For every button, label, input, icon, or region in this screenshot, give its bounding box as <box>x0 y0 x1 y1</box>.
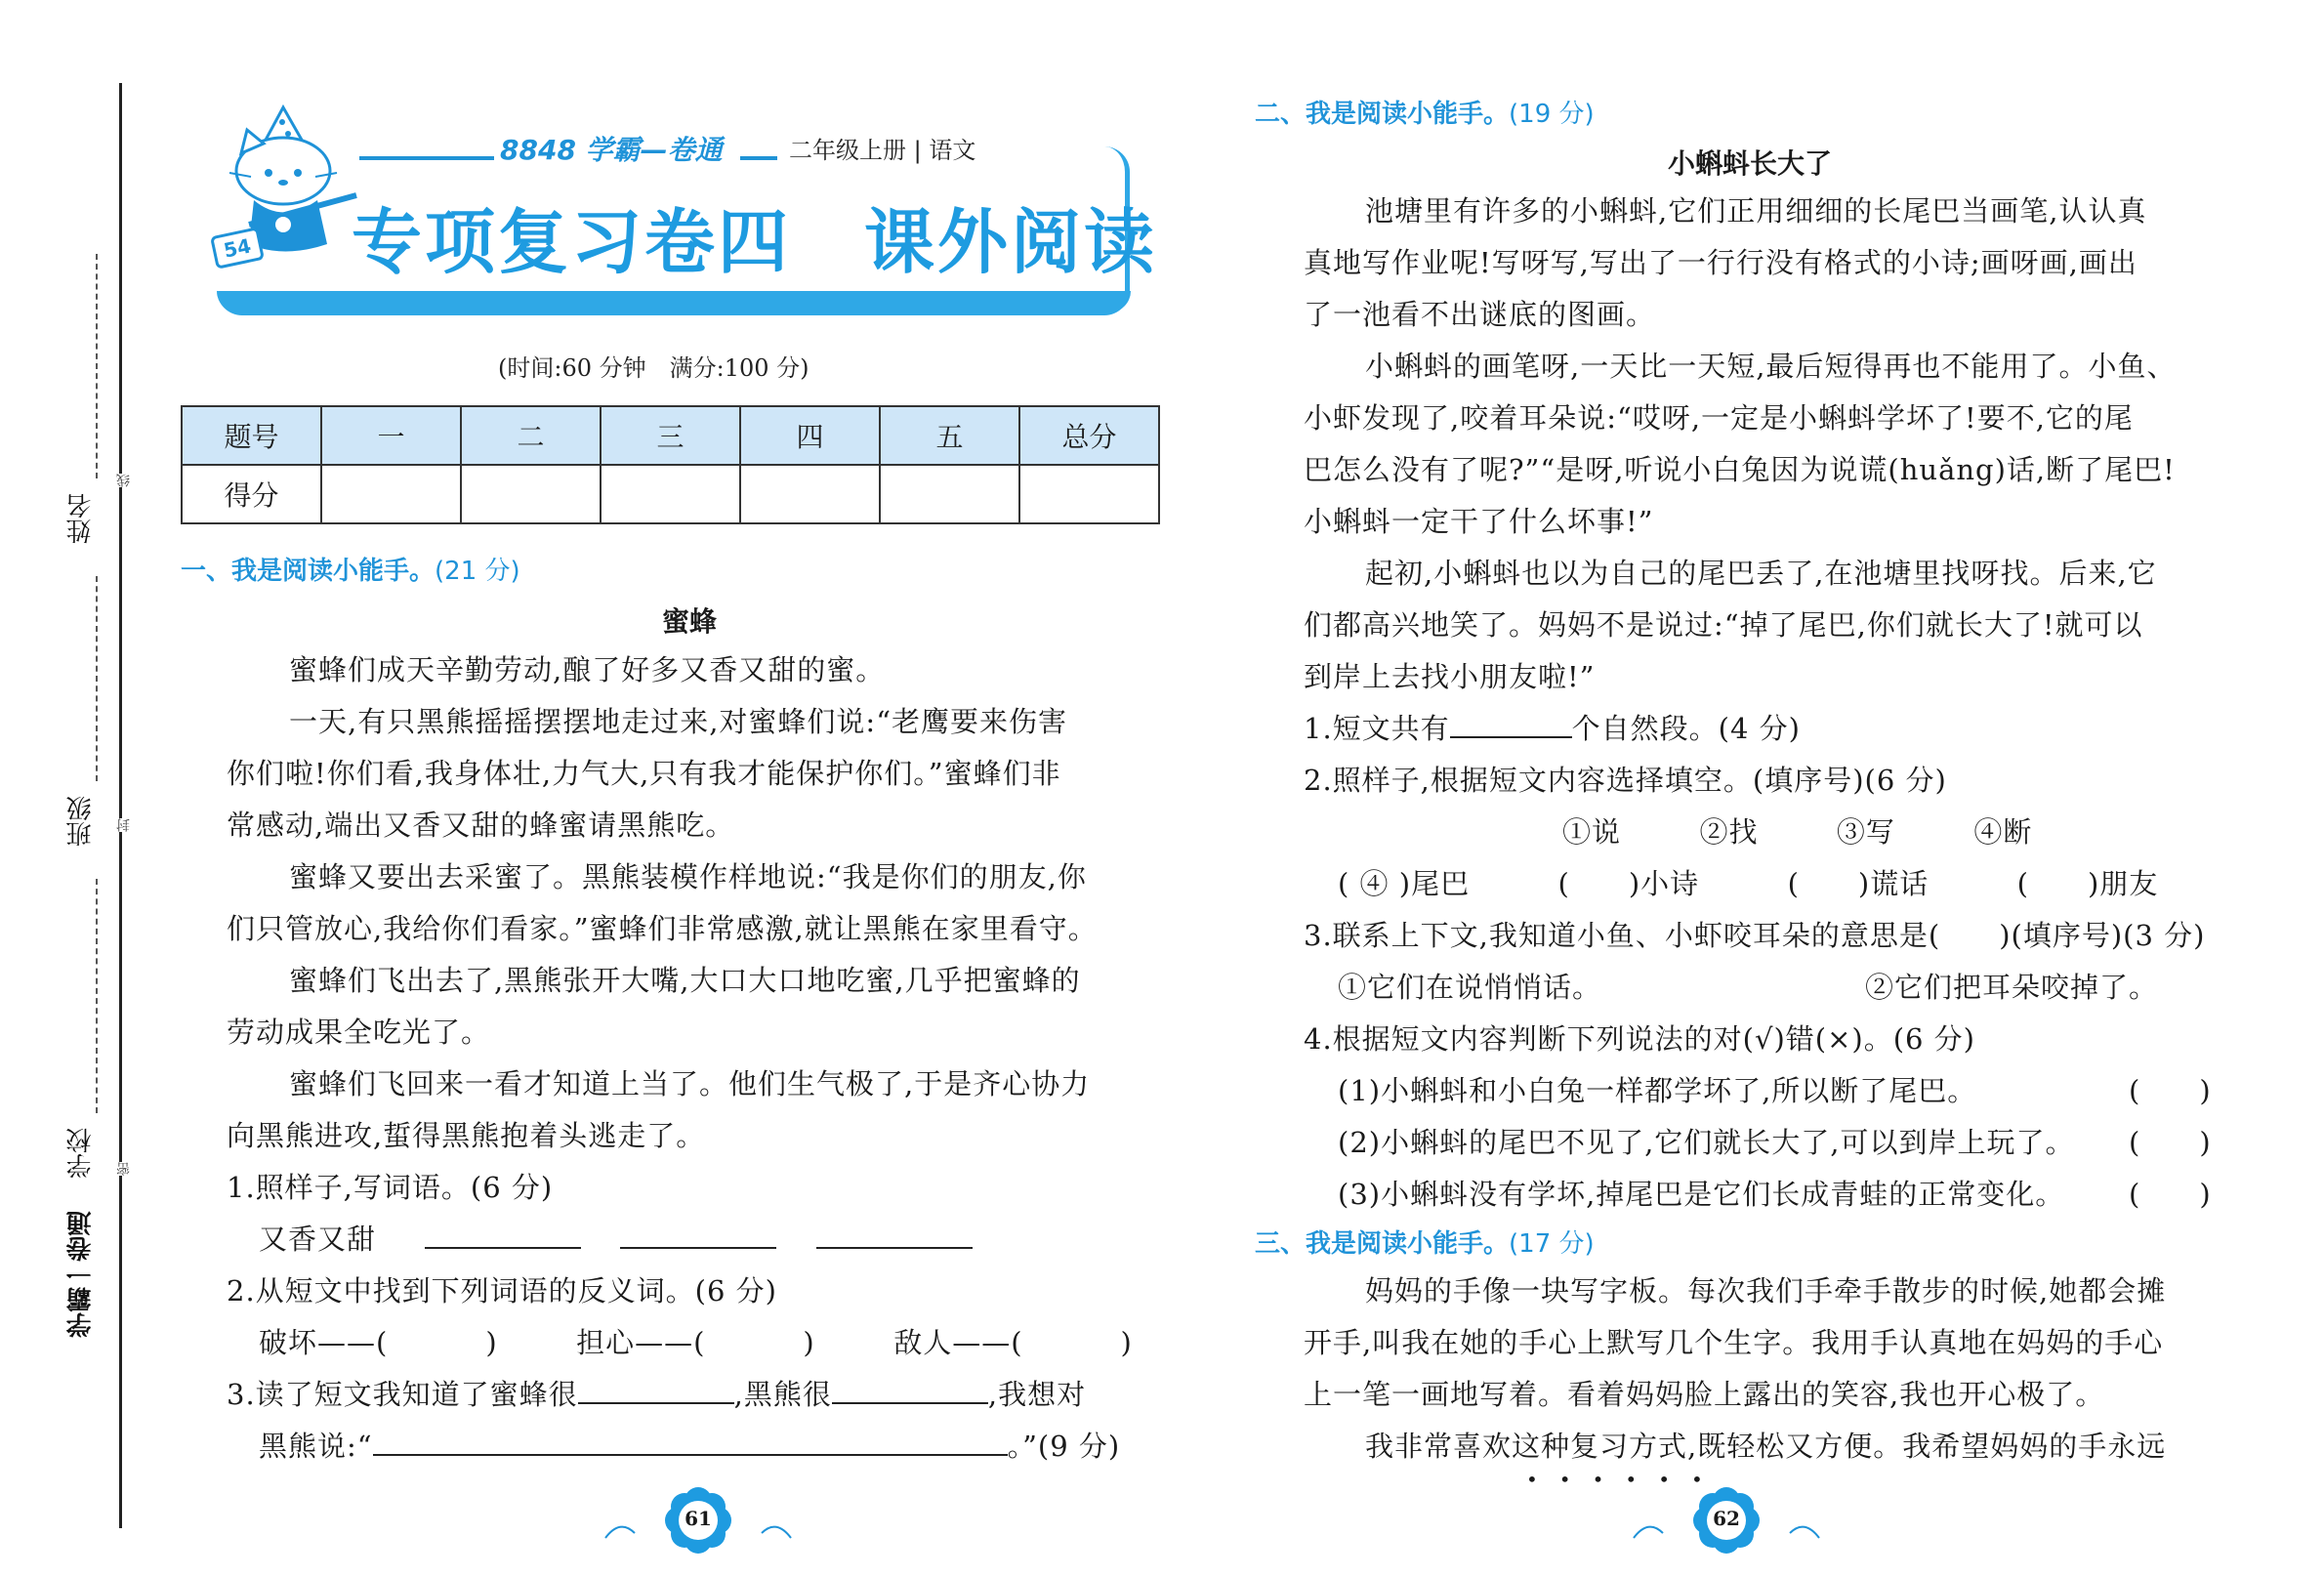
binding-strip <box>0 0 132 1577</box>
s1-q2-item: 担心——( <box>576 1326 706 1359</box>
passage2-line: 小虾发现了,咬着耳朵说:“哎呀,一定是小蝌蚪学坏了!要不,它的尾 <box>1304 401 2134 435</box>
passage2-line: 了一池看不出谜底的图画。 <box>1304 298 1656 331</box>
s2-q1-part: 1.短文共有 <box>1304 712 1450 745</box>
s1-q2-item: 破坏——( <box>259 1326 389 1359</box>
judgement-paren[interactable]: ( ) <box>2129 1126 2212 1159</box>
page-title: 专项复习卷四 课外阅读 <box>352 201 1158 283</box>
name-blank <box>96 254 98 478</box>
s1-q1-answer-row <box>259 1214 973 1266</box>
passage1-line: 向黑熊进攻,蜇得黑熊抱着头逃走了。 <box>227 1119 706 1152</box>
passage1-line: 蜜蜂们飞出去了,黑熊张开大嘴,大口大口地吃蜜,几乎把蜜蜂的 <box>289 964 1081 997</box>
s1-q2-answer-row <box>259 1317 1133 1369</box>
passage1-line: 劳动成果全吃光了。 <box>227 1016 491 1049</box>
page-number-right <box>1624 1479 1829 1557</box>
passage3-line: 我非常喜欢这种复习方式,既轻松又方便。我希望妈妈的手永远 <box>1365 1430 2167 1463</box>
answer-blank[interactable] <box>578 1377 734 1404</box>
s1-question2: 2.从短文中找到下列词语的反义词。(6 分) <box>227 1274 777 1307</box>
s2-q4-item: (1)小蝌蚪和小白兔一样都学坏了,所以断了尾巴。 <box>1338 1074 1977 1107</box>
section2-heading-text: 二、我是阅读小能手。 <box>1255 100 1510 129</box>
s2-question1 <box>1304 703 1801 755</box>
school-label: 学校 <box>66 1128 96 1179</box>
page-number-text: 62 <box>1713 1507 1740 1530</box>
passage1-title: 蜜蜂 <box>662 605 718 638</box>
passage1-line: 蜜蜂们飞回来一看才知道上当了。他们生气极了,于是齐心协力 <box>289 1067 1091 1100</box>
s1-q1-example: 又香又甜 <box>259 1223 377 1256</box>
passage3-line: 上一笔一画地写着。看着妈妈脸上露出的笑容,我也开心极了。 <box>1304 1378 2105 1411</box>
score-cell[interactable] <box>461 465 601 523</box>
grade-subject: 二年级上册 | 语文 <box>789 137 976 164</box>
score-table <box>181 405 1160 524</box>
option: ②找 <box>1699 815 1759 849</box>
s1-q2-item: 敌人——( <box>893 1326 1023 1359</box>
s1-q3-part: 黑熊说:“ <box>259 1430 373 1463</box>
passage1-line: 蜜蜂又要出去采蜜了。黑熊装模作样地说:“我是你们的朋友,你 <box>289 860 1087 893</box>
passage1-line: 们只管放心,我给你们看家。”蜜蜂们非常感激,就让黑熊在家里看守。 <box>227 912 1098 945</box>
page-number-text: 61 <box>685 1507 712 1530</box>
passage3-line: 开手,叫我在她的手心上默写几个生字。我用手认真地在妈妈的手心 <box>1304 1326 2164 1359</box>
section2-points: (19 分) <box>1509 100 1595 129</box>
section3-points: (17 分) <box>1509 1229 1595 1259</box>
fill-item[interactable]: ( ④ )尾巴 <box>1338 867 1471 900</box>
passage2-line: 到岸上去找小朋友啦!” <box>1304 660 1596 693</box>
page-number-left <box>596 1479 801 1557</box>
section3-heading <box>1255 1224 1595 1260</box>
s1-question1: 1.照样子,写词语。(6 分) <box>227 1171 554 1204</box>
score-row-label: 得分 <box>182 465 321 523</box>
score-header-cell: 三 <box>601 406 740 465</box>
s1-question3 <box>227 1369 1086 1421</box>
answer-blank[interactable] <box>832 1377 988 1404</box>
section3-heading-text: 三、我是阅读小能手。 <box>1255 1229 1510 1259</box>
s2-q1-part: 个自然段。(4 分) <box>1571 712 1801 745</box>
title-underbar <box>217 291 1131 312</box>
s1-q3-part: ,我想对 <box>987 1378 1087 1411</box>
s1-q3-part: 。”(9 分) <box>1007 1430 1121 1463</box>
option: ③写 <box>1836 815 1895 849</box>
passage2-line: 小蝌蚪的画笔呀,一天比一天短,最后短得再也不能用了。小鱼、 <box>1365 350 2177 383</box>
emphasis-dots: •••••• <box>1526 1468 1724 1491</box>
score-cell[interactable] <box>321 465 461 523</box>
passage2-title: 小蝌蚪长大了 <box>1668 147 1833 180</box>
answer-blank[interactable] <box>1450 711 1572 738</box>
fill-item[interactable]: ( )谎话 <box>1787 867 1930 900</box>
answer-blank[interactable] <box>425 1222 581 1249</box>
s2-q2-options <box>1562 807 2032 858</box>
score-table-row <box>182 465 1159 523</box>
class-blank <box>96 576 98 781</box>
passage1-line: 常感动,端出又香又甜的蜂蜜请黑熊吃。 <box>227 809 735 842</box>
s2-q4-item: (2)小蝌蚪的尾巴不见了,它们就长大了,可以到岸上玩了。 <box>1338 1126 2075 1159</box>
score-table-header-row <box>182 406 1159 465</box>
passage1-line: 你们啦!你们看,我身体壮,力气大,只有我才能保护你们。”蜜蜂们非 <box>227 757 1061 790</box>
paren-close: ) <box>803 1326 815 1359</box>
passage2-line: 巴怎么没有了呢?”“是呀,听说小白兔因为说谎(huǎng)话,断了尾巴! <box>1304 453 2176 486</box>
name-label: 姓名 <box>66 493 96 544</box>
passage1-line: 蜜蜂们成天辛勤劳动,酿了好多又香又甜的蜜。 <box>289 653 886 686</box>
fill-item[interactable]: ( )小诗 <box>1557 867 1700 900</box>
passage3-line: 妈妈的手像一块写字板。每次我们手牵手散步的时候,她都会摊 <box>1365 1274 2167 1307</box>
cut-mark-seal: 封 <box>116 818 132 832</box>
s2-question2: 2.照样子,根据短文内容选择填空。(填序号)(6 分) <box>1304 764 1947 797</box>
score-cell[interactable] <box>880 465 1019 523</box>
score-header-cell: 题号 <box>182 406 321 465</box>
s2-q2-answers <box>1338 858 2158 910</box>
unit-badge: 54 <box>210 227 265 270</box>
score-header-cell: 二 <box>461 406 601 465</box>
passage2-line: 小蝌蚪一定干了什么坏事!” <box>1304 505 1654 538</box>
s1-question3-cont <box>259 1421 1120 1473</box>
passage2-line: 池塘里有许多的小蝌蚪,它们正用细细的长尾巴当画笔,认认真 <box>1365 194 2147 228</box>
passage2-line: 起初,小蝌蚪也以为自己的尾巴丢了,在池塘里找呀找。后来,它 <box>1365 557 2157 590</box>
score-header-cell: 总分 <box>1019 406 1159 465</box>
answer-blank[interactable] <box>373 1429 1008 1456</box>
s2-question3: 3.联系上下文,我知道小鱼、小虾咬耳朵的意思是( )(填序号)(3 分) <box>1304 919 2206 952</box>
score-header-cell: 五 <box>880 406 1019 465</box>
answer-blank[interactable] <box>620 1222 776 1249</box>
s2-q3-option: ②它们把耳朵咬掉了。 <box>1865 971 2159 1004</box>
judgement-paren[interactable]: ( ) <box>2129 1178 2212 1211</box>
passage1-line: 一天,有只黑熊摇摇摆摆地走过来,对蜜蜂们说:“老鹰要来伤害 <box>289 705 1068 738</box>
answer-blank[interactable] <box>816 1222 973 1249</box>
score-header-cell: 一 <box>321 406 461 465</box>
s2-question4: 4.根据短文内容判断下列说法的对(√)错(×)。(6 分) <box>1304 1022 1976 1056</box>
binding-line <box>119 83 122 1528</box>
cut-mark-line: 线 <box>116 474 132 487</box>
score-cell[interactable] <box>601 465 740 523</box>
s2-q4-item: (3)小蝌蚪没有学坏,掉尾巴是它们长成青蛙的正常变化。 <box>1338 1178 2065 1211</box>
section2-heading <box>1255 94 1595 130</box>
time-score-info: (时间:60 分钟 满分:100 分) <box>498 354 809 382</box>
class-label: 班级 <box>66 796 96 847</box>
score-cell[interactable] <box>740 465 880 523</box>
score-cell[interactable] <box>1019 465 1159 523</box>
paren-close: ) <box>1120 1326 1133 1359</box>
score-header-cell: 四 <box>740 406 880 465</box>
s2-q3-option: ①它们在说悄悄话。 <box>1338 971 1602 1004</box>
section1-heading <box>181 551 520 587</box>
passage2-line: 们都高兴地笑了。妈妈不是说过:“掉了尾巴,你们就长大了!就可以 <box>1304 608 2143 642</box>
s1-q3-part: 3.读了短文我知道了蜜蜂很 <box>227 1378 578 1411</box>
cut-mark-close: 密 <box>116 1162 132 1176</box>
section1-points: (21 分) <box>435 557 520 586</box>
judgement-paren[interactable]: ( ) <box>2129 1074 2212 1107</box>
fill-item[interactable]: ( )朋友 <box>2016 867 2159 900</box>
section1-heading-text: 一、我是阅读小能手。 <box>181 557 436 586</box>
paren-close: ) <box>485 1326 498 1359</box>
brand-label: 学霸一卷通 <box>66 1211 96 1338</box>
brand-title: 8848 学霸—卷通 <box>500 134 723 166</box>
option: ④断 <box>1973 815 2033 849</box>
s1-q3-part: ,黑熊很 <box>733 1378 832 1411</box>
passage2-line: 真地写作业呢!写呀写,写出了一行行没有格式的小诗;画呀画,画出 <box>1304 246 2137 279</box>
school-blank <box>96 879 98 1113</box>
option: ①说 <box>1562 815 1622 849</box>
